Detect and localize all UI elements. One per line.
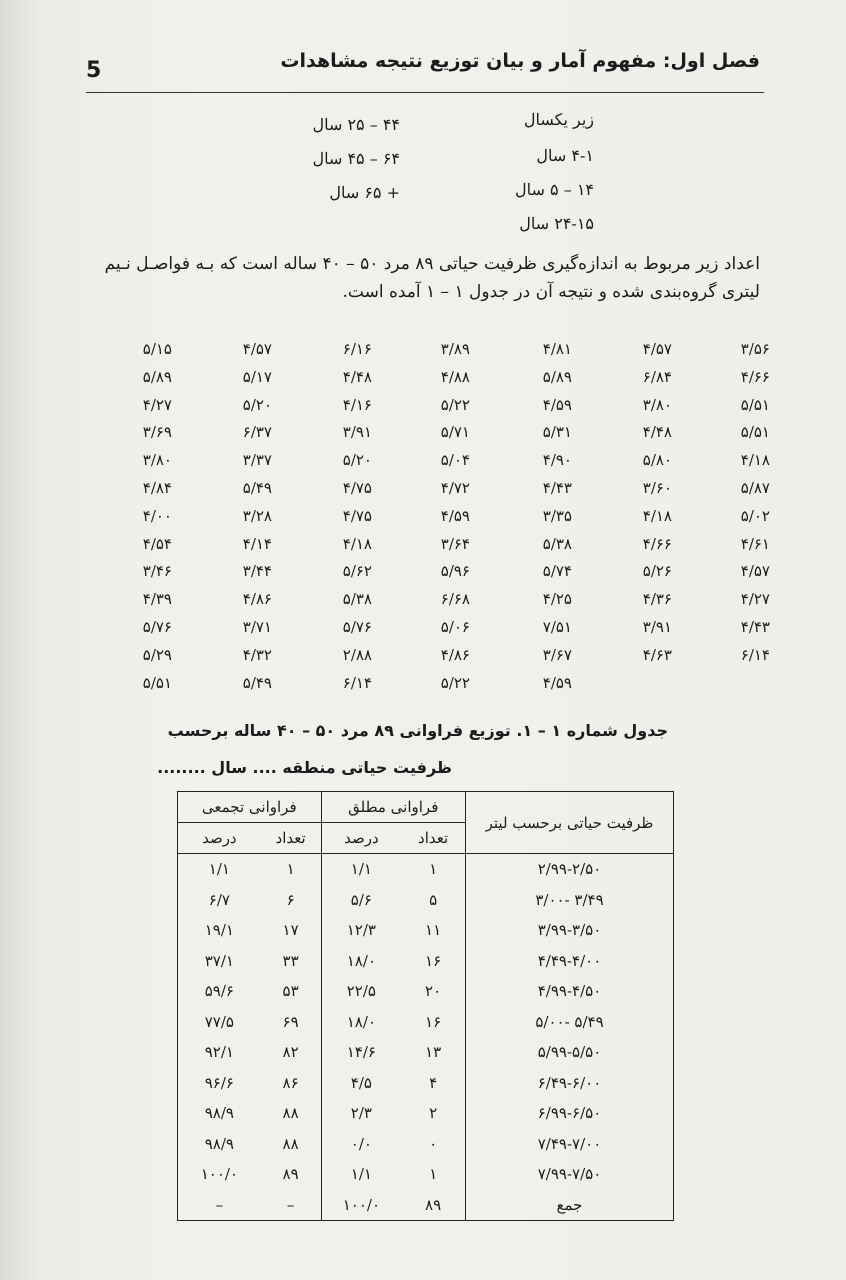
cumulative-percent-cell: ۵۹/۶ [204,982,234,1001]
interval-cell: ۴/۹۹-۴/۵۰ [465,976,673,1007]
measurement-value: ۷/۵۱ [542,618,572,636]
table-row [178,1037,673,1068]
cumulative-percent-cell: ۳۷/۱ [204,951,234,970]
measurement-value: ۳/۲۸ [242,506,272,525]
measurement-value: ۵/۵۱ [740,395,770,414]
paragraph-line: لیتری گروه‌بندی شده و نتیجه آن در جدول ۱ – ۱ آمده است. [342,282,760,302]
measurement-value: ۳/۸۰ [642,395,672,414]
measurement-value: ۴/۶۶ [740,367,770,386]
table-row [178,915,673,946]
table-total-row [178,1190,673,1221]
measurement-value: ۶/۱۴ [740,645,770,664]
subheader-count: تعداد [418,829,449,847]
age-category: ۴۴ – ۲۵ سال [312,115,400,134]
measurement-value: ۶/۸۴ [642,367,672,386]
cumulative-count-cell: ۸۹ [282,1165,299,1184]
paragraph-line: اعداد زیر مربوط به اندازه‌گیری ظرفیت حیاتی ۸۹ مرد ۵۰ – ۴۰ ساله است که بـه فواصـل نـیم [104,254,760,274]
measurement-value: ۴/۲۷ [142,395,172,414]
cumulative-percent-cell: ۷۷/۵ [204,1012,234,1031]
measurement-value: ۳/۳۷ [242,451,272,470]
measurement-value: ۴/۵۷ [740,562,770,581]
measurement-value: ۴/۸۴ [142,479,172,497]
interval-cell: ۷/۹۹-۷/۵۰ [465,1159,673,1190]
measurement-value: ۵/۰۴ [440,451,470,470]
measurement-value: ۴/۹۰ [542,451,572,470]
cumulative-count-cell: ۶ [286,890,295,909]
cumulative-percent-cell: ۹۸/۹ [204,1104,234,1123]
cumulative-count-cell: ۳۳ [282,951,299,970]
measurement-value: ۵/۱۵ [142,340,172,358]
absolute-percent-cell: ۱۸/۰ [321,1007,401,1038]
measurement-value: ۵/۲۰ [342,451,372,470]
measurement-value: ۴/۰۰ [142,506,172,525]
absolute-count-cell: ۱ [429,1165,438,1184]
age-category: ۲۴-۱۵ سال [519,214,594,233]
absolute-count-cell: ۵ [429,890,438,909]
measurement-value: ۵/۱۷ [242,367,272,386]
cumulative-percent-cell: ۶/۷ [208,890,230,909]
measurement-value: ۴/۲۷ [740,590,770,609]
subheader-percent: درصد [321,823,401,854]
cumulative-count-cell: ۱ [286,860,295,879]
measurement-value: ۴/۷۲ [440,479,470,497]
measurement-value: ۴/۶۱ [740,534,770,553]
absolute-percent-cell: ۱/۱ [321,854,401,885]
measurement-value: ۴/۷۵ [342,506,372,525]
measurement-value: ۵/۲۹ [142,645,172,664]
interval-cell: ۶/۴۹-۶/۰۰ [465,1068,673,1099]
measurement-value: ۴/۱۸ [740,451,770,470]
measurement-value: ۵/۴۹ [242,479,272,497]
cumulative-count-cell: ۸۲ [282,1043,299,1062]
measurement-value: ۴/۴۳ [542,479,572,497]
measurement-value: ۵/۲۲ [440,395,470,414]
measurement-value: ۴/۱۸ [342,534,372,553]
measurement-value: ۴/۶۳ [642,645,672,664]
measurement-value: ۳/۸۰ [142,451,172,470]
absolute-count-cell: ۱۶ [425,1012,442,1031]
age-category: ۶۴ – ۴۵ سال [312,149,400,168]
header-absolute-frequency: فراوانی مطلق [321,792,465,823]
absolute-percent-cell: ۴/۵ [321,1068,401,1099]
measurement-value: ۴/۳۹ [142,590,172,609]
measurement-value: ۴/۵۹ [542,673,572,692]
cumulative-percent-cell: ۹۲/۱ [204,1043,234,1062]
table-row [178,854,673,885]
absolute-percent-cell: ۱۸/۰ [321,946,401,977]
measurement-value: ۵/۳۸ [342,590,372,609]
absolute-count-cell: ۱۶ [425,951,442,970]
interval-cell: ۳/۹۹-۳/۵۰ [465,915,673,946]
measurement-value: ۳/۸۹ [440,340,470,358]
cumulative-percent-cell: ۱/۱ [208,860,230,879]
measurement-value: ۳/۶۹ [142,423,172,442]
table-row [178,1129,673,1160]
measurement-value: ۵/۳۸ [542,534,572,553]
measurement-value: ۳/۶۴ [440,534,470,553]
interval-cell: جمع [465,1190,673,1221]
measurement-value: ۶/۶۸ [440,590,470,609]
measurement-value: ۴/۱۸ [642,506,672,525]
measurement-value: ۳/۳۵ [542,506,572,525]
cumulative-count-cell: – [286,1195,295,1214]
measurement-value: ۴/۱۴ [242,534,272,553]
measurement-value: ۶/۱۶ [342,340,372,358]
measurement-value: ۵/۶۲ [342,562,372,581]
absolute-percent-cell: ۰/۰ [321,1129,401,1160]
absolute-percent-cell: ۱/۱ [321,1159,401,1190]
absolute-percent-cell: ۱۰۰/۰ [321,1190,401,1221]
cumulative-percent-cell: ۹۶/۶ [204,1073,234,1092]
measurement-value: ۵/۰۲ [740,506,770,525]
absolute-count-cell: ۱۱ [425,921,442,940]
measurement-value: ۳/۶۰ [642,479,672,497]
absolute-count-cell: ۲ [429,1104,438,1123]
measurement-value: ۵/۷۴ [542,562,572,581]
measurement-value: ۵/۸۷ [740,479,770,497]
interval-cell: ۶/۹۹-۶/۵۰ [465,1098,673,1129]
table-row [178,885,673,916]
age-category: ۴-۱ سال [536,146,594,165]
cumulative-count-cell: ۸۸ [282,1104,299,1123]
frequency-table [178,792,673,1220]
cumulative-percent-cell: ۹۸/۹ [204,1134,234,1153]
absolute-count-cell: ۲۰ [425,982,442,1001]
absolute-count-cell: ۰ [429,1134,438,1153]
subheader-percent: درصد [202,829,237,847]
subheader-count: تعداد [275,829,306,847]
cumulative-count-cell: ۶۹ [282,1012,299,1031]
table-row [178,976,673,1007]
measurement-value: ۴/۵۹ [542,395,572,414]
cumulative-count-cell: ۸۸ [282,1134,299,1153]
absolute-percent-cell: ۵/۶ [321,885,401,916]
measurement-value: ۴/۳۶ [642,590,672,609]
measurement-value: ۴/۴۳ [740,618,770,636]
intro-paragraph [80,250,760,306]
measurement-value: ۴/۵۷ [242,340,272,358]
table-row [178,1159,673,1190]
measurement-value: ۴/۸۱ [542,340,572,358]
interval-cell: ۴/۴۹-۴/۰۰ [465,946,673,977]
measurement-value: ۵/۲۰ [242,395,272,414]
measurement-value: ۴/۲۵ [542,590,572,609]
measurement-value: ۴/۴۸ [642,423,672,442]
measurement-value: ۴/۴۸ [342,367,372,386]
measurement-value: ۵/۹۶ [440,562,470,581]
measurement-value: ۴/۳۲ [242,645,272,664]
header-interval: ظرفیت حیاتی برحسب لیتر [465,792,673,854]
measurement-value: ۶/۳۷ [242,423,272,442]
measurement-value: ۴/۷۵ [342,479,372,497]
measurement-value: ۵/۲۶ [642,562,672,581]
measurement-value: ۳/۴۶ [142,562,172,581]
raw-measurements-grid [100,340,790,700]
absolute-percent-cell: ۲/۳ [321,1098,401,1129]
absolute-count-cell: ۱ [429,860,438,879]
measurement-value: ۵/۷۶ [142,618,172,636]
measurement-value: ۵/۵۱ [740,423,770,442]
header-divider [86,92,764,93]
interval-cell: ۷/۴۹-۷/۰۰ [465,1129,673,1160]
absolute-count-cell: ۴ [429,1073,438,1092]
measurement-value: ۳/۹۱ [642,618,672,636]
measurement-value: ۴/۸۶ [242,590,272,609]
measurement-value: ۵/۵۱ [142,673,172,692]
interval-cell: ۳/۴۹ -۳/۰۰ [465,885,673,916]
table-row [178,1007,673,1038]
measurement-value: ۴/۵۹ [440,506,470,525]
page-number: 5 [86,58,102,83]
age-category: ۱۴ – ۵ سال [515,180,594,199]
measurement-value: ۴/۸۶ [440,645,470,664]
measurement-value: ۵/۸۰ [642,451,672,470]
absolute-percent-cell: ۱۲/۳ [321,915,401,946]
table-caption-line2: ظرفیت حیاتی منطقه .... سال ........ [157,758,452,777]
measurement-value: ۵/۸۹ [142,367,172,386]
interval-cell: ۵/۴۹ -۵/۰۰ [465,1007,673,1038]
table-row [178,946,673,977]
measurement-value: ۵/۳۱ [542,423,572,442]
interval-cell: ۵/۹۹-۵/۵۰ [465,1037,673,1068]
age-category: زیر یکسال [523,110,594,129]
cumulative-count-cell: ۵۳ [282,982,299,1001]
measurement-value: ۴/۶۶ [642,534,672,553]
absolute-count-cell: ۸۹ [425,1195,442,1214]
table-row [178,1098,673,1129]
measurement-value: ۳/۶۷ [542,645,572,664]
cumulative-count-cell: ۸۶ [282,1073,299,1092]
measurement-value: ۴/۸۸ [440,367,470,386]
header-cumulative-frequency: فراوانی تجمعی [201,798,297,816]
measurement-value: ۵/۸۹ [542,367,572,386]
measurement-value: ۵/۷۶ [342,618,372,636]
cumulative-percent-cell: – [215,1195,224,1214]
interval-cell: ۲/۹۹-۲/۵۰ [465,854,673,885]
measurement-value: ۳/۴۴ [242,562,272,581]
cumulative-count-cell: ۱۷ [282,921,299,940]
measurement-value: ۵/۷۱ [440,423,470,442]
measurement-value: ۳/۹۱ [342,423,372,442]
absolute-count-cell: ۱۳ [425,1043,442,1062]
measurement-value: ۵/۲۲ [440,673,470,692]
chapter-header-title: فصل اول: مفهوم آمار و بیان توزیع نتیجه مشاهدات [280,50,760,72]
age-category: + ۶۵ سال [329,183,400,202]
measurement-value: ۵/۴۹ [242,673,272,692]
measurement-value: ۲/۸۸ [342,645,372,664]
measurement-value: ۴/۵۴ [142,534,172,553]
measurement-value: ۵/۰۶ [440,618,470,636]
absolute-percent-cell: ۱۴/۶ [321,1037,401,1068]
measurement-value: ۳/۵۶ [740,340,770,358]
measurement-value: ۶/۱۴ [342,673,372,692]
table-row [178,1068,673,1099]
absolute-percent-cell: ۲۲/۵ [321,976,401,1007]
table-caption-line1: جدول شماره ۱ – ۱. توزیع فراوانی ۸۹ مرد ۵۰ – ۴۰ ساله برحسب [167,721,668,740]
measurement-value: ۳/۷۱ [242,618,272,636]
measurement-value: ۴/۵۷ [642,340,672,358]
measurement-value: ۴/۱۶ [342,395,372,414]
cumulative-percent-cell: ۱۰۰/۰ [200,1165,238,1184]
cumulative-percent-cell: ۱۹/۱ [204,921,234,940]
